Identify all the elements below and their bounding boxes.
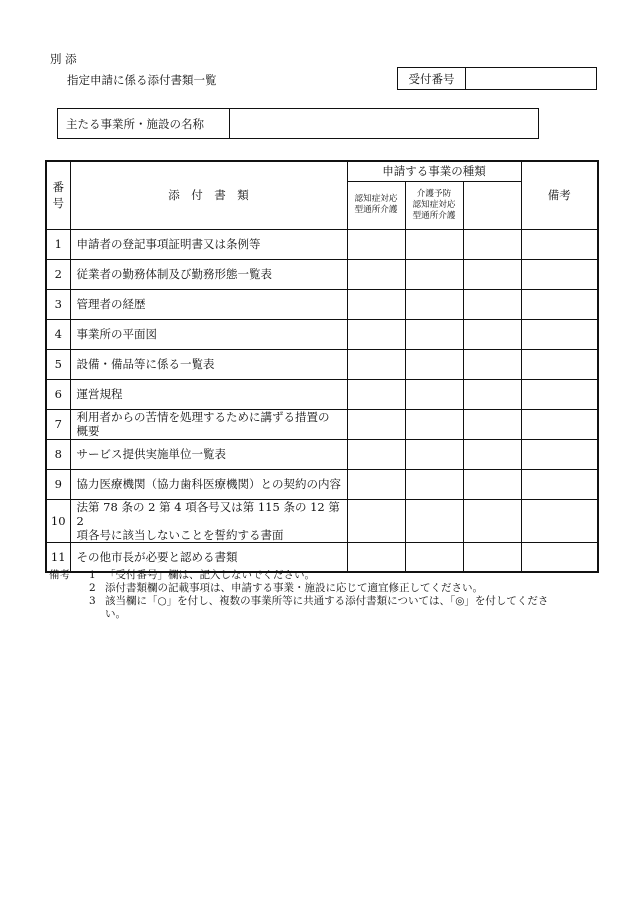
facility-name-field[interactable] xyxy=(230,109,538,138)
table-row xyxy=(46,409,598,439)
receipt-number-label: 受付番号 xyxy=(398,68,466,89)
receipt-number-field[interactable] xyxy=(466,68,596,89)
check-cell[interactable] xyxy=(463,379,521,409)
row-document: 管理者の経歴 xyxy=(70,289,347,319)
check-cell[interactable] xyxy=(347,469,405,499)
remarks-cell[interactable] xyxy=(521,259,598,289)
row-document: 従業者の勤務体制及び勤務形態一覧表 xyxy=(70,259,347,289)
check-cell[interactable] xyxy=(405,259,463,289)
row-number: 5 xyxy=(46,349,70,379)
facility-name-box xyxy=(57,108,539,139)
table-row xyxy=(46,499,598,542)
row-document: サービス提供実施単位一覧表 xyxy=(70,439,347,469)
table-row xyxy=(46,349,598,379)
remarks-cell[interactable] xyxy=(521,379,598,409)
remarks-cell[interactable] xyxy=(521,229,598,259)
remarks-cell[interactable] xyxy=(521,499,598,542)
note-number: 2 xyxy=(89,582,96,594)
note-number: 1 xyxy=(89,569,96,581)
check-cell[interactable] xyxy=(405,289,463,319)
row-number: 10 xyxy=(46,499,70,542)
receipt-number-box xyxy=(397,67,597,90)
row-document: 協力医療機関（協力歯科医療機関）との契約の内容 xyxy=(70,469,347,499)
row-document: その他市長が必要と認める書類 xyxy=(70,542,347,572)
check-cell[interactable] xyxy=(347,289,405,319)
check-cell[interactable] xyxy=(347,499,405,542)
row-number: 3 xyxy=(46,289,70,319)
row-document: 設備・備品等に係る一覧表 xyxy=(70,349,347,379)
check-cell[interactable] xyxy=(405,349,463,379)
check-cell[interactable] xyxy=(463,289,521,319)
table-row xyxy=(46,319,598,349)
document-title: 指定申請に係る添付書類一覧 xyxy=(67,73,217,87)
table-row xyxy=(46,469,598,499)
attachment-documents-table xyxy=(45,160,599,573)
check-cell[interactable] xyxy=(405,439,463,469)
check-cell[interactable] xyxy=(463,409,521,439)
check-cell[interactable] xyxy=(347,409,405,439)
row-document: 法第 78 条の 2 第 4 項各号又は第 115 条の 12 第 2 項各号に該当しないことを誓約する書面 xyxy=(70,499,347,542)
facility-name-label: 主たる事業所・施設の名称 xyxy=(58,109,230,138)
table-row xyxy=(46,542,598,572)
remarks-cell[interactable] xyxy=(521,439,598,469)
row-document: 利用者からの苦情を処理するために講ずる措置の 概要 xyxy=(70,409,347,439)
row-number: 7 xyxy=(46,409,70,439)
header-number: 番 号 xyxy=(46,161,70,229)
note-text-continued: い。 xyxy=(105,608,126,620)
check-cell[interactable] xyxy=(463,229,521,259)
row-document: 申請者の登記事項証明書又は条例等 xyxy=(70,229,347,259)
remarks-cell[interactable] xyxy=(521,409,598,439)
row-number: 1 xyxy=(46,229,70,259)
row-number: 6 xyxy=(46,379,70,409)
check-cell[interactable] xyxy=(347,319,405,349)
check-cell[interactable] xyxy=(405,379,463,409)
check-cell[interactable] xyxy=(347,379,405,409)
row-number: 8 xyxy=(46,439,70,469)
check-cell[interactable] xyxy=(463,499,521,542)
service-type-blank xyxy=(463,181,521,229)
note-number: 3 xyxy=(89,595,96,607)
row-number: 9 xyxy=(46,469,70,499)
row-number: 4 xyxy=(46,319,70,349)
note-text: 「受付番号」欄は、記入しないでください。 xyxy=(105,569,315,581)
row-document: 事業所の平面図 xyxy=(70,319,347,349)
check-cell[interactable] xyxy=(347,349,405,379)
service-type-dementia-day-care: 認知症対応 型通所介護 xyxy=(347,181,405,229)
note-text: 該当欄に「○」を付し、複数の事業所等に共通する添付書類については、「◎」を付してくださ xyxy=(105,595,549,607)
check-cell[interactable] xyxy=(405,409,463,439)
check-cell[interactable] xyxy=(463,349,521,379)
check-cell[interactable] xyxy=(463,542,521,572)
remarks-cell[interactable] xyxy=(521,542,598,572)
table-row xyxy=(46,439,598,469)
remarks-cell[interactable] xyxy=(521,349,598,379)
check-cell[interactable] xyxy=(347,229,405,259)
check-cell[interactable] xyxy=(463,259,521,289)
check-cell[interactable] xyxy=(347,439,405,469)
note-text: 添付書類欄の記載事項は、申請する事業・施設に応じて適宜修正してください。 xyxy=(105,582,483,594)
check-cell[interactable] xyxy=(463,319,521,349)
check-cell[interactable] xyxy=(405,229,463,259)
remarks-cell[interactable] xyxy=(521,469,598,499)
table-row xyxy=(46,289,598,319)
check-cell[interactable] xyxy=(463,439,521,469)
row-document: 運営規程 xyxy=(70,379,347,409)
header-documents: 添 付 書 類 xyxy=(70,161,347,229)
check-cell[interactable] xyxy=(405,542,463,572)
check-cell[interactable] xyxy=(463,469,521,499)
table-row xyxy=(46,259,598,289)
row-number: 2 xyxy=(46,259,70,289)
service-type-preventive-dementia-day-care: 介護予防 認知症対応 型通所介護 xyxy=(405,181,463,229)
annex-label: 別 添 xyxy=(50,52,77,66)
remarks-cell[interactable] xyxy=(521,289,598,319)
check-cell[interactable] xyxy=(405,319,463,349)
check-cell[interactable] xyxy=(405,469,463,499)
check-cell[interactable] xyxy=(347,542,405,572)
table-row xyxy=(46,229,598,259)
notes-prefix: 備考 xyxy=(49,569,70,581)
check-cell[interactable] xyxy=(405,499,463,542)
header-remarks: 備考 xyxy=(521,161,598,229)
header-service-types: 申請する事業の種類 xyxy=(347,161,521,181)
table-row xyxy=(46,379,598,409)
remarks-cell[interactable] xyxy=(521,319,598,349)
row-number: 11 xyxy=(46,542,70,572)
check-cell[interactable] xyxy=(347,259,405,289)
